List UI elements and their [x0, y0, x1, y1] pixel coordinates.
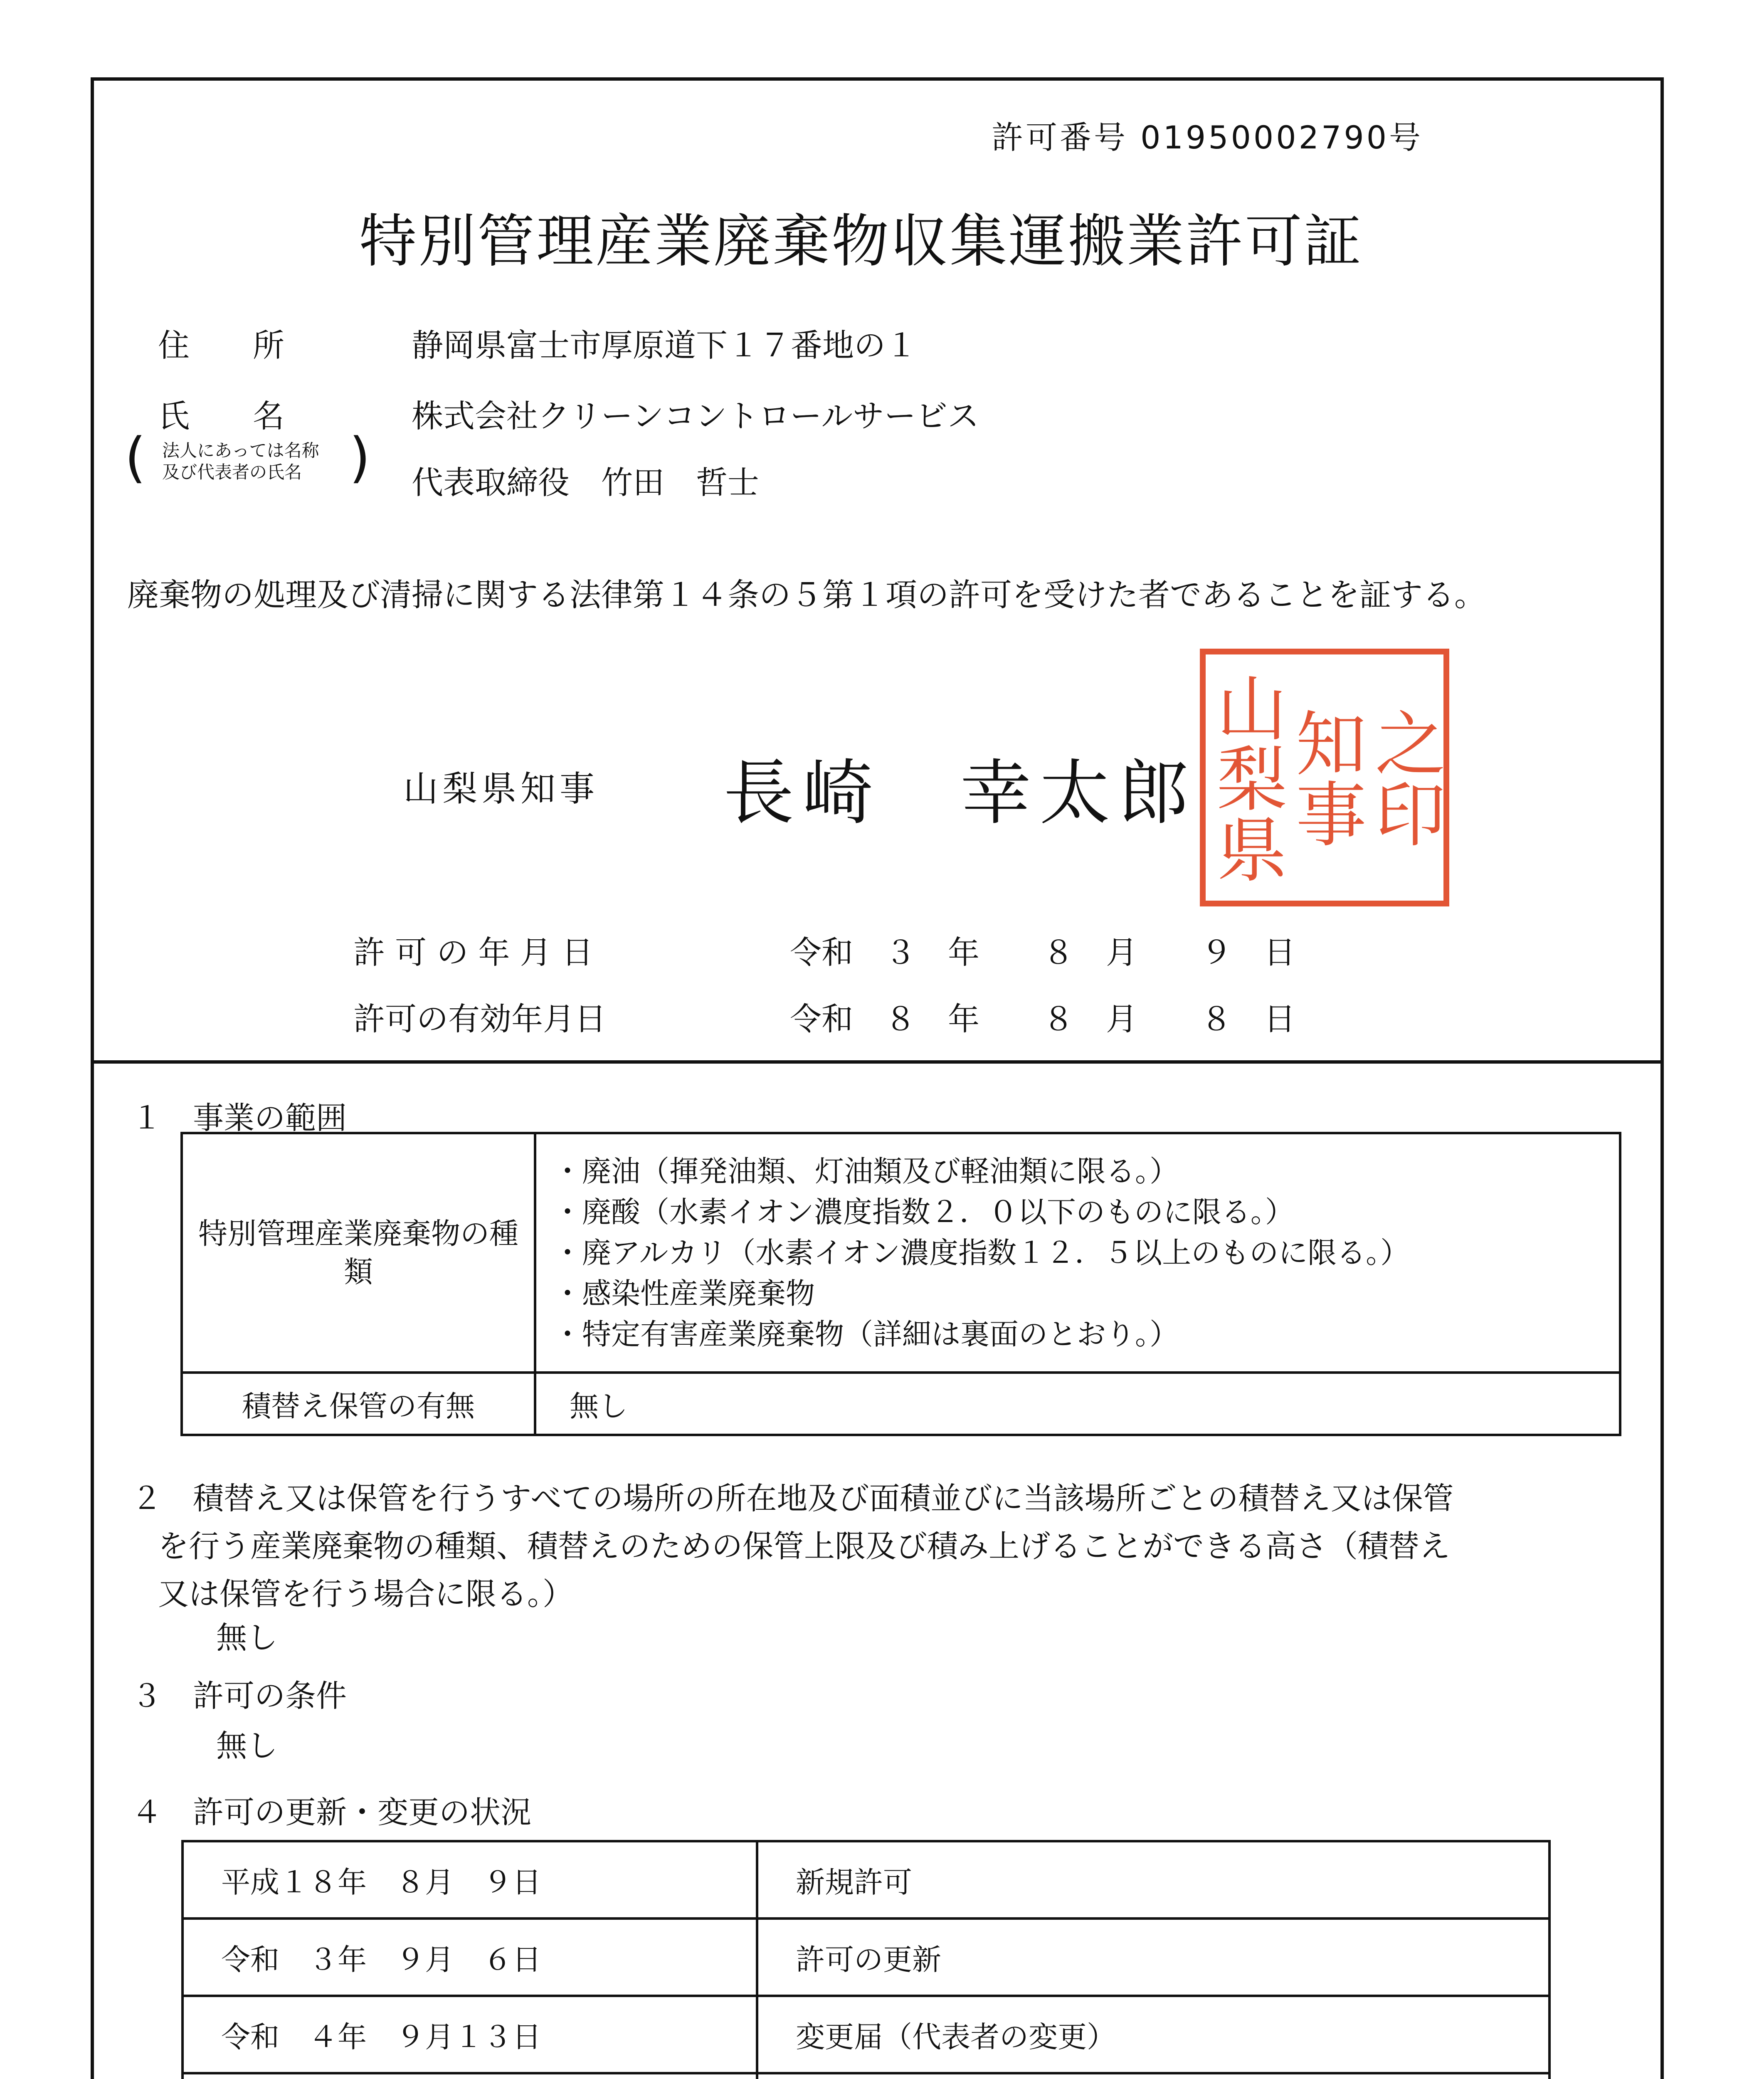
name-label: 氏 名	[158, 398, 284, 435]
renewal-history-table	[181, 1840, 1551, 2079]
seal-char-col2: 知事	[1283, 707, 1366, 848]
history-date	[183, 2073, 757, 2079]
permit-date-label: 許 可 の 年 月 日	[353, 934, 593, 971]
name-note	[162, 440, 319, 483]
page-title: 特別管理産業廃棄物収集運搬業許可証	[359, 208, 1363, 275]
name-note-line1: 法人にあっては名称	[162, 440, 319, 461]
seal-char-col1: 山梨県	[1204, 672, 1287, 884]
seal-char-col3: 之印	[1362, 707, 1445, 848]
representative-name: 代表取締役 竹田 哲士	[412, 464, 759, 501]
history-desc	[757, 2073, 1549, 2079]
certification-text: 廃棄物の処理及び清掃に関する法律第１４条の５第１項の許可を受けた者であることを証する。	[127, 576, 1486, 613]
governor-title: 山梨県知事	[403, 768, 599, 809]
address-label: 住 所	[158, 327, 284, 364]
governor-name: 長崎 幸太郎	[723, 752, 1198, 835]
section2-value: 無し	[216, 1620, 278, 1656]
storage-value: 無し	[535, 1373, 1620, 1435]
history-date: 令和 ４年 ９月１３日	[183, 1996, 757, 2073]
history-desc: 変更届（代表者の変更）	[757, 1996, 1549, 2073]
note-paren-right: )	[349, 426, 370, 489]
section1-heading: １ 事業の範囲	[131, 1100, 347, 1136]
history-row	[183, 1919, 1549, 1996]
section4-heading: ４ 許可の更新・変更の状況	[131, 1795, 531, 1830]
name-note-line2: 及び代表者の氏名	[162, 462, 302, 482]
permit-date-value: 令和 ３ 年 ８ 月 ９ 日	[790, 934, 1295, 971]
waste-type-list	[535, 1133, 1620, 1373]
company-name: 株式会社クリーンコントロールサービス	[412, 398, 979, 435]
waste-item: ・廃油（揮発油類、灯油類及び軽油類に限る。）	[553, 1154, 1179, 1188]
section3-heading: ３ 許可の条件	[131, 1678, 347, 1714]
address-value: 静岡県富士市厚原道下１７番地の１	[412, 327, 917, 364]
waste-item: ・廃アルカリ（水素イオン濃度指数１２．５以上のものに限る。）	[553, 1236, 1410, 1270]
valid-date-value: 令和 ８ 年 ８ 月 ８ 日	[790, 1000, 1295, 1037]
section2-line2: を行う産業廃棄物の種類、積替えのための保管上限及び積み上げることができる高さ（積替え	[158, 1528, 1450, 1564]
history-desc: 新規許可	[757, 1841, 1549, 1919]
history-desc: 許可の更新	[757, 1919, 1549, 1996]
history-row	[183, 1996, 1549, 2073]
official-seal	[1200, 649, 1449, 906]
waste-type-row	[182, 1133, 1620, 1373]
storage-row	[182, 1373, 1620, 1435]
storage-label: 積替え保管の有無	[182, 1373, 535, 1435]
document-frame	[91, 77, 1664, 2079]
note-paren-left: (	[125, 426, 146, 489]
permit-number: 許可番号 01950002790号	[992, 119, 1424, 156]
waste-item: ・感染性産業廃棄物	[553, 1277, 815, 1311]
history-date: 令和 ３年 ９月 ６日	[183, 1919, 757, 1996]
history-row	[183, 1841, 1549, 1919]
waste-type-label: 特別管理産業廃棄物の種類	[182, 1133, 535, 1373]
waste-item: ・特定有害産業廃棄物（詳細は裏面のとおり。）	[553, 1317, 1179, 1351]
business-scope-table	[180, 1132, 1621, 1436]
section2-line1: ２ 積替え又は保管を行うすべての場所の所在地及び面積並びに当該場所ごとの積替え又は保管	[131, 1481, 1454, 1516]
history-date: 平成１８年 ８月 ９日	[183, 1841, 757, 1919]
waste-item: ・廃酸（水素イオン濃度指数２．０以下のものに限る。）	[553, 1195, 1294, 1229]
section2-line3: 又は保管を行う場合に限る。）	[158, 1576, 573, 1612]
history-row	[183, 2073, 1549, 2079]
valid-date-label: 許可の有効年月日	[353, 1000, 606, 1037]
section3-value: 無し	[216, 1728, 278, 1764]
section-divider	[91, 1060, 1664, 1064]
